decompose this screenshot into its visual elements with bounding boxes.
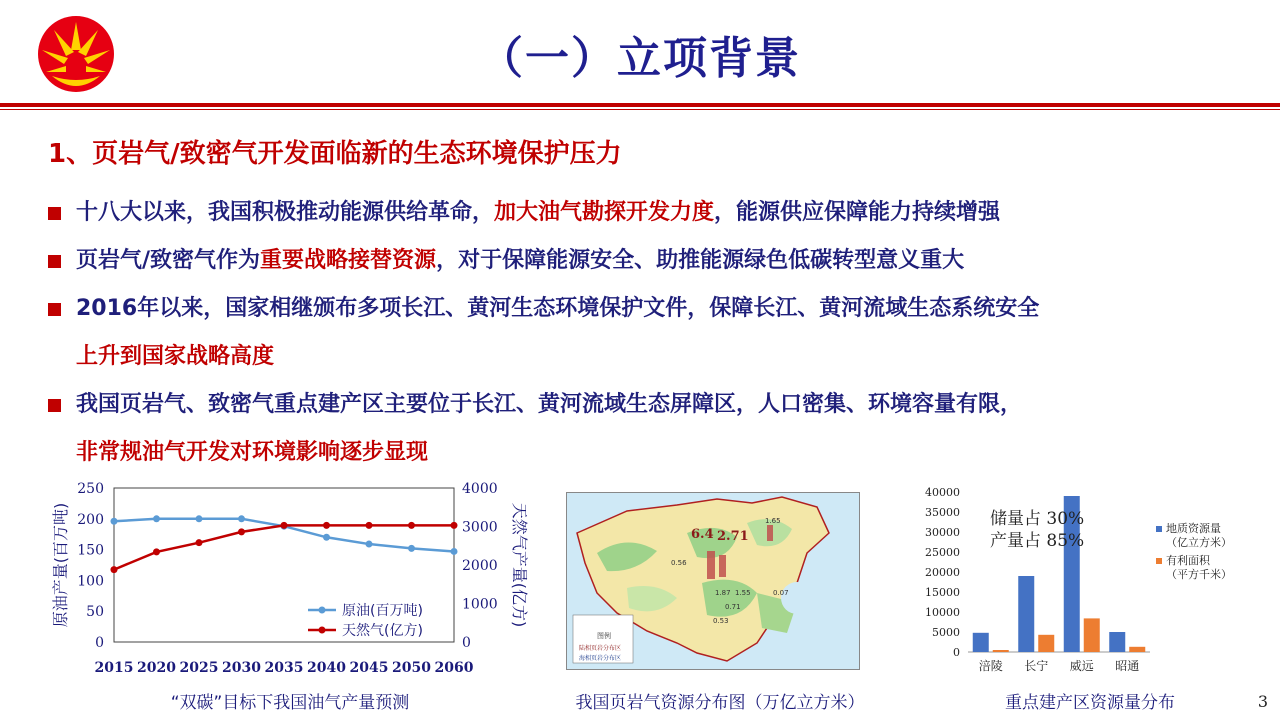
data-point [323,534,330,541]
bullet-highlight: 重要战略接替资源 [260,248,437,273]
legend-label: （亿立方米） [1166,536,1232,549]
y-tick-label-left: 150 [77,542,104,559]
x-tick-label: 2015 [94,660,134,676]
bullet-text: 2016年以来，国家相继颁布多项长江、黄河生态环境保护文件，保障长江、黄河流域生态系统安全 [76,296,1040,321]
y-tick-label: 20000 [925,566,960,579]
bullet-highlight: 上升到国家战略高度 [76,344,275,369]
map-label: 0.53 [713,617,729,625]
bullet-text: 我国页岩气、致密气重点建产区主要位于长江、黄河流域生态屏障区，人口密集、环境容量有限， [76,392,1023,417]
bar-chart-caption: 重点建产区资源量分布 [1005,693,1175,713]
x-tick-label: 昭通 [1115,659,1140,673]
y-tick-label: 10000 [925,606,960,619]
chart-annotation: 储量占 30% [990,509,1085,529]
map-label: 1.55 [735,589,751,597]
y-tick-label-left: 100 [77,573,104,590]
bar [1129,647,1145,652]
y-axis-label-left: 原油产量(百万吨) [51,502,70,628]
bullet-square-icon [48,303,61,316]
data-point [366,541,373,548]
map-label: 2.71 [717,529,749,544]
x-tick-label: 2045 [349,660,389,676]
legend-marker [319,627,326,634]
bar [1018,576,1034,652]
page-number: 3 [1257,692,1268,711]
data-point [196,515,203,522]
bullet-1 [48,189,1258,237]
production-forecast-chart [40,476,540,686]
legend-marker [319,607,326,614]
chart-annotation: 产量占 85% [990,531,1085,551]
y-tick-label: 35000 [925,506,960,519]
map-caption: 我国页岩气资源分布图（万亿立方米） [575,693,865,713]
data-point [238,515,245,522]
y-tick-label: 30000 [925,526,960,539]
map-label: 0.71 [725,603,741,611]
legend-label: 地质资源量 [1166,522,1221,535]
data-point [281,522,288,529]
bullet-highlight: 非常规油气开发对环境影响逐步显现 [76,440,429,465]
map-label: 1.65 [765,517,781,525]
data-point [366,522,373,529]
shale-gas-map [566,492,860,670]
legend-label: 原油(百万吨) [342,603,423,619]
legend-label: 有利面积 [1166,554,1210,567]
y-tick-label-left: 200 [77,511,104,528]
data-point [451,522,458,529]
y-tick-label: 15000 [925,586,960,599]
legend-label: （平方千米） [1166,568,1232,581]
bar [973,633,989,652]
header-rule [0,103,1280,107]
bar [1109,632,1125,652]
data-point [408,545,415,552]
data-point [238,528,245,535]
bullet-4 [48,381,1258,477]
y-tick-label-left: 250 [77,481,104,497]
x-tick-label: 2040 [307,660,346,676]
bar [993,650,1009,652]
bar [1038,635,1054,652]
bullet-text: ，能源供应保障能力持续增强 [714,200,1001,225]
data-point [196,539,203,546]
data-point [111,566,118,573]
x-tick-label: 长宁 [1024,659,1049,673]
x-tick-label: 威远 [1069,659,1094,673]
bullet-2 [48,237,1258,285]
map-label: 0.56 [671,559,687,567]
bullet-square-icon [48,399,61,412]
bullet-text: ，对于保障能源安全、助推能源绿色低碳转型意义重大 [436,248,965,273]
legend-label: 天然气(亿方) [342,623,423,639]
map-legend-item: 陆相页岩分布区 [579,645,622,652]
x-tick-label: 2030 [222,660,261,676]
x-tick-label: 2020 [137,660,176,676]
x-tick-label: 2025 [179,660,219,676]
y-tick-label-right: 0 [462,635,471,651]
x-tick-label: 涪陵 [978,659,1003,673]
x-tick-label: 2050 [392,660,431,676]
data-point [153,548,160,555]
legend-swatch [1156,526,1162,532]
y-tick-label-right: 3000 [462,519,498,536]
map-legend-title: 图例 [597,632,611,640]
bullet-text: 十八大以来，我国积极推动能源供给革命， [76,200,495,225]
map-label: 0.07 [773,589,789,597]
legend-swatch [1156,558,1162,564]
map-legend-item: 海相页岩分布区 [579,655,622,662]
chart-caption: “双碳”目标下我国油气产量预测 [170,693,410,713]
section-subtitle: 1、页岩气/致密气开发面临新的生态环境保护压力 [48,139,622,169]
y-tick-label: 5000 [932,626,960,639]
y-tick-label: 0 [953,646,960,659]
data-point [408,522,415,529]
y-axis-label-right: 天然气产量(亿方) [510,502,529,628]
y-tick-label: 40000 [925,486,960,499]
page-title: （一）立项背景 [479,33,801,84]
bullet-3 [48,285,1258,381]
y-tick-label: 25000 [925,546,960,559]
data-point [111,518,118,525]
resource-bar-chart [910,478,1250,678]
y-tick-label-left: 0 [95,635,104,651]
y-tick-label-right: 4000 [462,481,498,497]
bullet-square-icon [48,207,61,220]
bar [1084,618,1100,652]
x-tick-label: 2035 [264,660,304,676]
y-tick-label-right: 2000 [462,558,498,574]
header-rule-thin [0,109,1280,110]
map-label: 1.87 [715,589,731,597]
y-tick-label-left: 50 [86,604,104,621]
map-label: 6.4 [691,527,714,542]
bullet-text: 页岩气/致密气作为 [76,248,261,273]
data-point [451,548,458,555]
x-tick-label: 2060 [434,660,474,676]
bullet-square-icon [48,255,61,268]
data-point [323,522,330,529]
bullet-highlight: 加大油气勘探开发力度 [494,200,715,225]
data-point [153,515,160,522]
y-tick-label-right: 1000 [462,596,498,613]
